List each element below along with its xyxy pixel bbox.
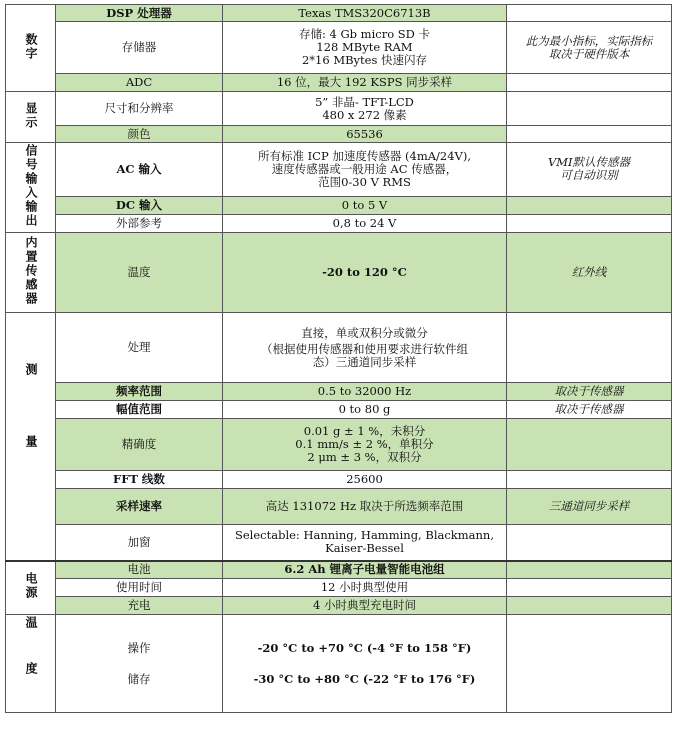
table-row — [6, 383, 672, 401]
row-label: FFT 线数 — [56, 471, 223, 489]
section-signal-io: 信号输入输出 — [6, 143, 56, 233]
row-label: ADC — [56, 74, 223, 92]
row-label: 精确度 — [56, 419, 223, 471]
row-note — [507, 597, 672, 615]
table-row — [6, 471, 672, 489]
row-value: 4 小时典型充电时间 — [223, 597, 507, 615]
row-label: 尺寸和分辨率 — [56, 92, 223, 126]
row-value: 高达 131072 Hz 取决于所选频率范围 — [223, 489, 507, 525]
row-value: -20 to 120 °C — [223, 233, 507, 313]
row-value: Selectable: Hanning, Hamming, Blackmann, Kaiser-Bessel — [223, 525, 507, 561]
row-label: 操作 储存 — [56, 615, 223, 713]
table-row — [6, 143, 672, 197]
row-note — [507, 525, 672, 561]
section-measurement: 测量 — [6, 313, 56, 561]
row-label: 采样速率 — [56, 489, 223, 525]
row-value: 存储: 4 Gb micro SD 卡 128 MByte RAM 2*16 MBytes 快速闪存 — [223, 22, 507, 74]
table-row — [6, 22, 672, 74]
table-row — [6, 92, 672, 126]
row-label: 存储器 — [56, 22, 223, 74]
row-note — [507, 615, 672, 713]
table-row — [6, 196, 672, 215]
row-value: 65536 — [223, 126, 507, 143]
spec-table-container — [5, 4, 671, 713]
row-label: 处理 — [56, 313, 223, 383]
section-temperature: 温度 — [6, 615, 56, 713]
table-row — [6, 579, 672, 597]
row-value: 0 to 80 g — [223, 401, 507, 419]
row-value: 0,8 to 24 V — [223, 215, 507, 233]
row-note: 三通道同步采样 — [507, 489, 672, 525]
row-label: 温度 — [56, 233, 223, 313]
row-label: 充电 — [56, 597, 223, 615]
row-label: 颜色 — [56, 126, 223, 143]
row-label: AC 输入 — [56, 143, 223, 197]
table-row — [6, 313, 672, 383]
row-value: 12 小时典型使用 — [223, 579, 507, 597]
row-value: 直接，单或双积分或微分 （根据使用传感器和使用要求进行软件组 态）三通道同步采样 — [223, 313, 507, 383]
section-digital: 数字 — [6, 5, 56, 92]
table-row — [6, 419, 672, 471]
row-note — [507, 74, 672, 92]
table-row — [6, 561, 672, 579]
row-note — [507, 5, 672, 22]
row-note: 取决于传感器 — [507, 383, 672, 401]
table-row — [6, 233, 672, 313]
row-note — [507, 196, 672, 215]
row-note: VMI默认传感器 可自动识别 — [507, 143, 672, 197]
row-value: 所有标准 ICP 加速度传感器 (4mA/24V), 速度传感器或一般用途 AC 传感器， 范围0-30 V RMS — [223, 143, 507, 197]
row-note: 取决于传感器 — [507, 401, 672, 419]
row-note — [507, 561, 672, 579]
table-row — [6, 74, 672, 92]
table-row — [6, 215, 672, 233]
row-label: 电池 — [56, 561, 223, 579]
row-label: DC 输入 — [56, 196, 223, 215]
row-note: 红外线 — [507, 233, 672, 313]
row-value: 25600 — [223, 471, 507, 489]
row-label: 幅值范围 — [56, 401, 223, 419]
row-note — [507, 419, 672, 471]
table-row — [6, 489, 672, 525]
row-note — [507, 92, 672, 126]
table-row — [6, 401, 672, 419]
row-label: 使用时间 — [56, 579, 223, 597]
section-power: 电源 — [6, 561, 56, 615]
row-value: -20 °C to +70 °C (-4 °F to 158 °F) -30 °C to +80 °C (-22 °F to 176 °F) — [223, 615, 507, 713]
row-value: Texas TMS320C6713B — [223, 5, 507, 22]
row-value: 5” 非晶- TFT-LCD 480 x 272 像素 — [223, 92, 507, 126]
table-row — [6, 525, 672, 561]
row-value: 0.01 g ± 1 %，未积分 0.1 mm/s ± 2 %，单积分 2 μm ± 3 %，双积分 — [223, 419, 507, 471]
row-value: 0.5 to 32000 Hz — [223, 383, 507, 401]
row-value: 16 位，最大 192 KSPS 同步采样 — [223, 74, 507, 92]
row-label: 外部参考 — [56, 215, 223, 233]
row-note — [507, 313, 672, 383]
row-note — [507, 579, 672, 597]
row-label: 加窗 — [56, 525, 223, 561]
table-row — [6, 615, 672, 713]
row-label: 频率范围 — [56, 383, 223, 401]
spec-table — [5, 4, 672, 713]
row-note — [507, 126, 672, 143]
row-value: 0 to 5 V — [223, 196, 507, 215]
section-internal-sensor: 内置传感器 — [6, 233, 56, 313]
table-row — [6, 597, 672, 615]
table-row — [6, 5, 672, 22]
section-display: 显示 — [6, 92, 56, 143]
row-note — [507, 215, 672, 233]
row-value: 6.2 Ah 锂离子电量智能电池组 — [223, 561, 507, 579]
row-label: DSP 处理器 — [56, 5, 223, 22]
row-note — [507, 471, 672, 489]
row-note: 此为最小指标，实际指标 取决于硬件版本 — [507, 22, 672, 74]
table-row — [6, 126, 672, 143]
